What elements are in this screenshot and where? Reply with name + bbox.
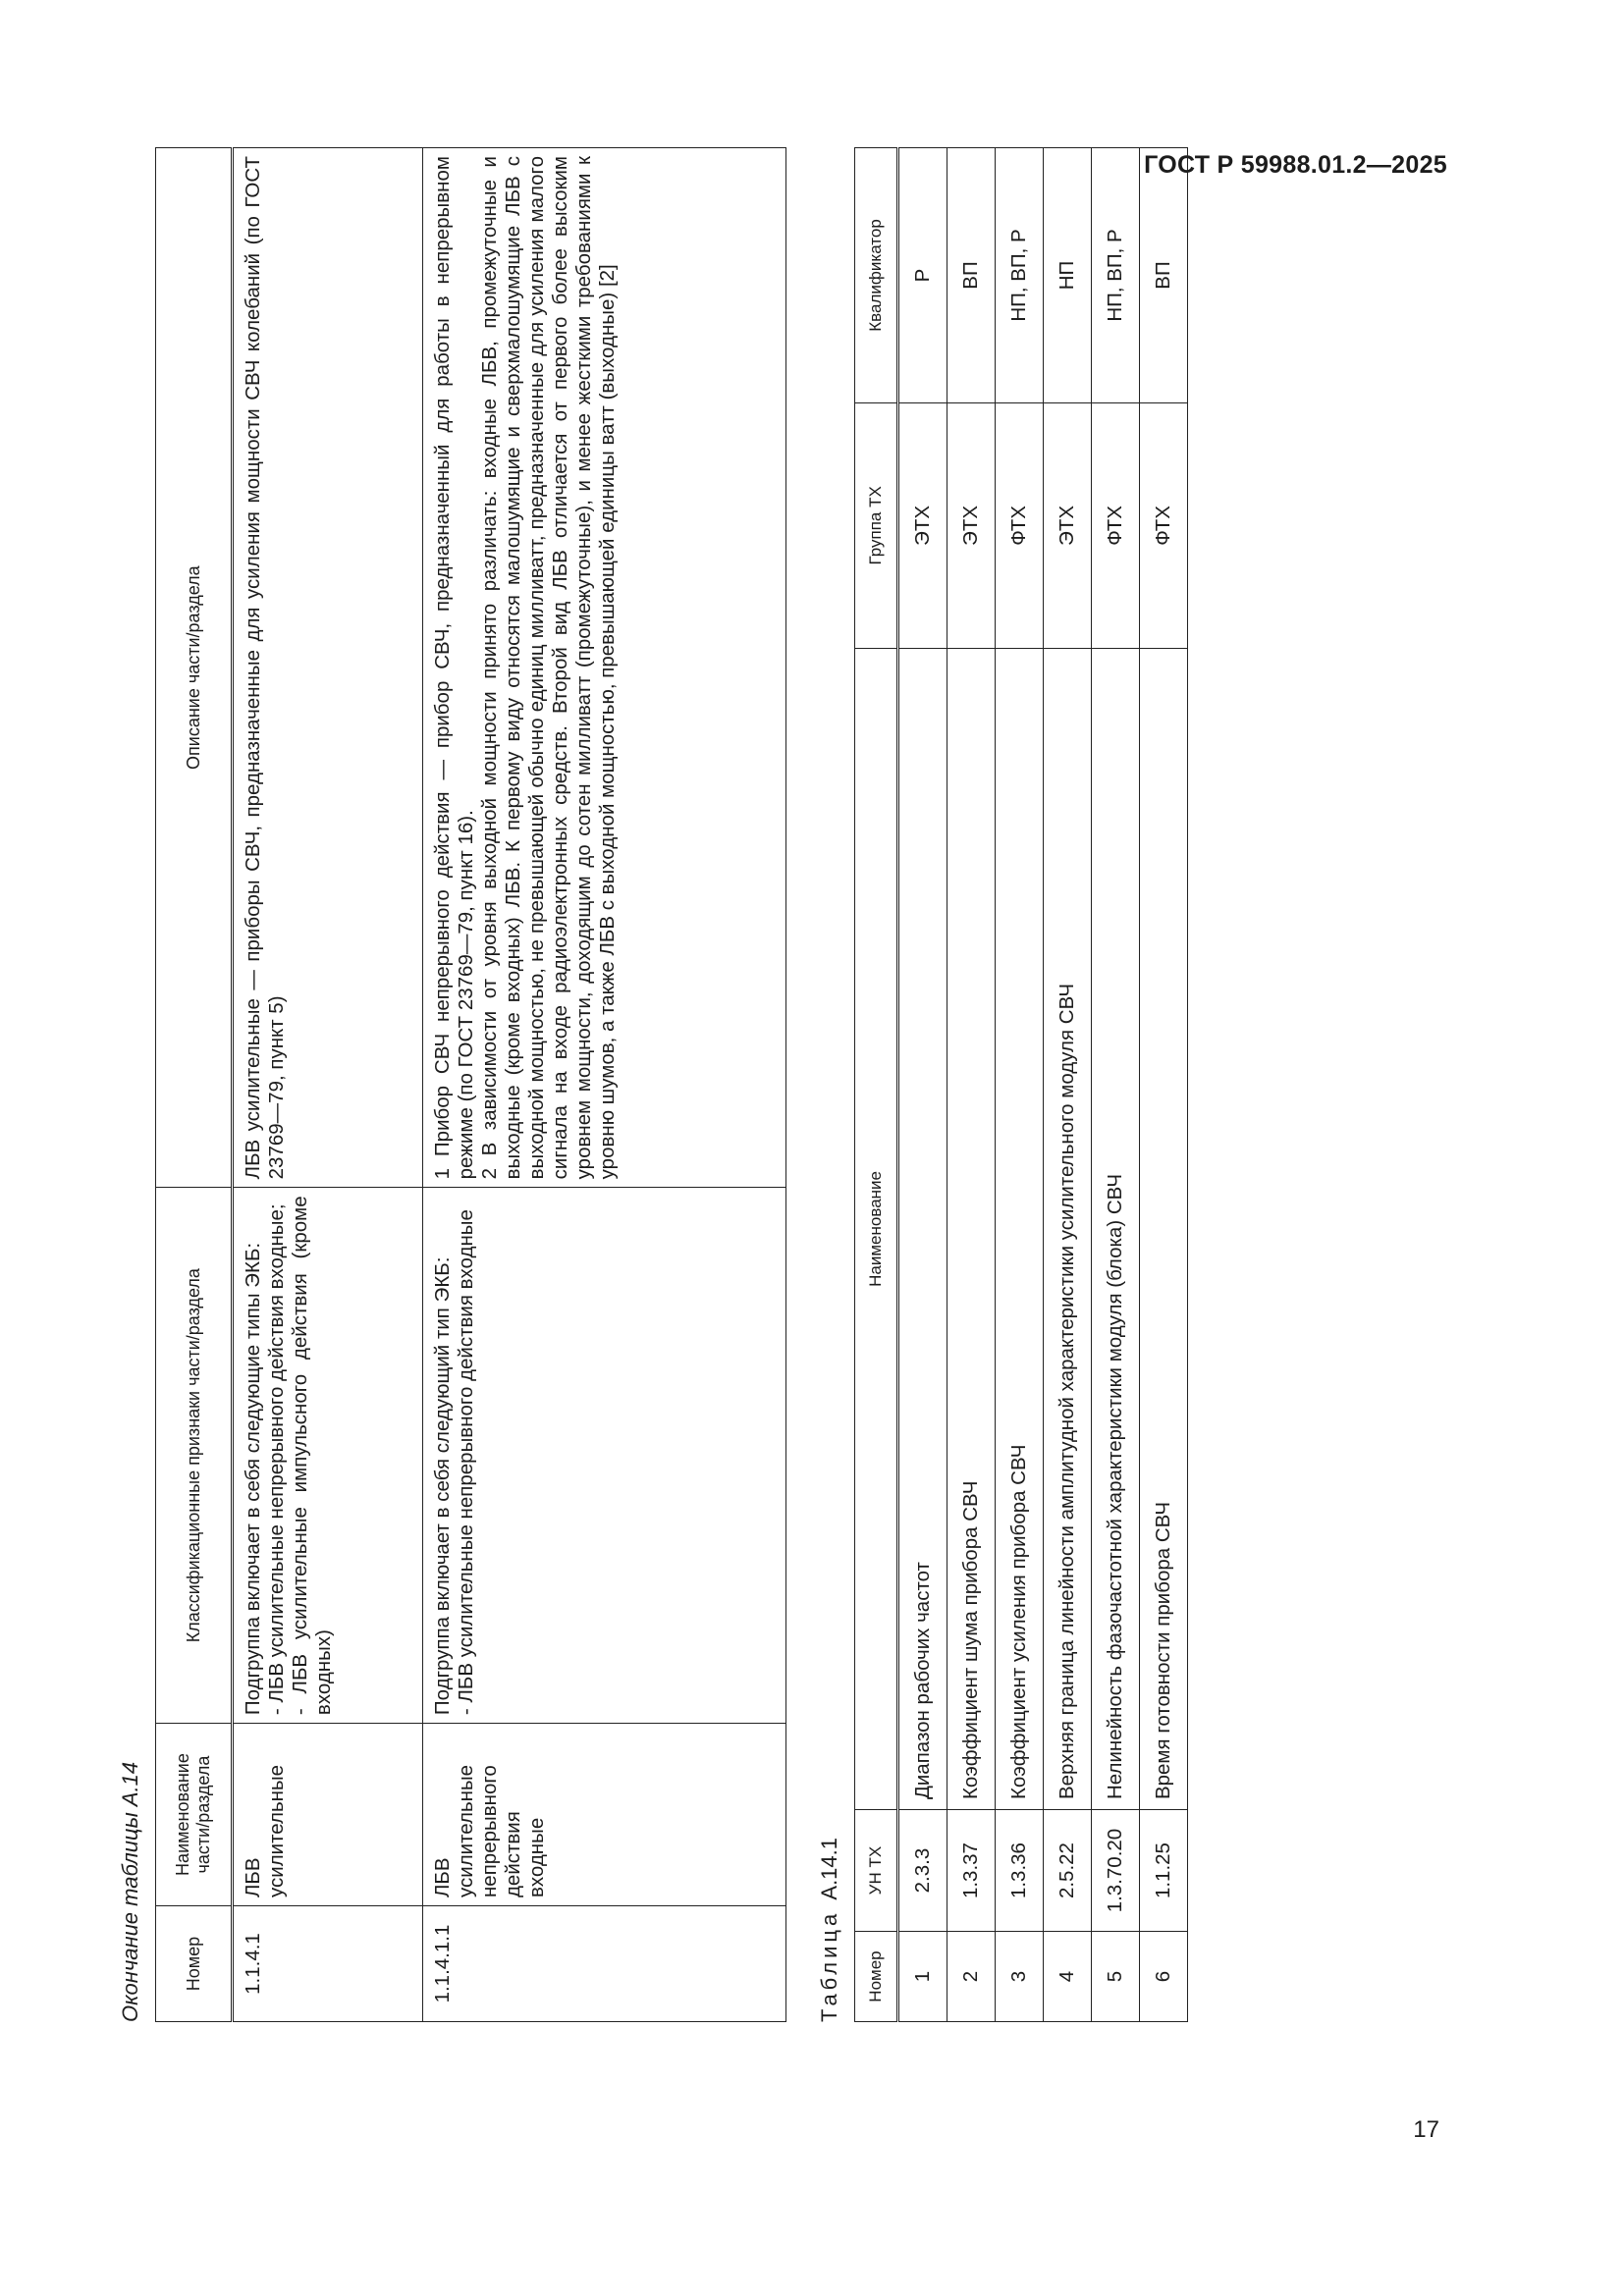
cell-number: 4 — [1044, 1932, 1092, 2022]
cell-qualifier: ВП — [1140, 148, 1188, 403]
cell-qualifier: НП — [1044, 148, 1092, 403]
cell-number: 1.1.4.1.1 — [423, 1906, 786, 2022]
table-row — [898, 148, 947, 2022]
cell-code: 2.3.3 — [898, 1810, 947, 1932]
cell-code: 1.3.37 — [947, 1810, 996, 1932]
col-header: Наименование части/раздела — [156, 1724, 233, 1906]
table-row — [996, 148, 1044, 2022]
cell-name: Коэффициент усиления прибора СВЧ — [996, 648, 1044, 1809]
cell-number: 1.1.4.1 — [233, 1906, 423, 2022]
table-row — [423, 148, 786, 2022]
table-row — [233, 148, 423, 2022]
cell-name: Время готовности прибора СВЧ — [1140, 648, 1188, 1809]
table-header-row — [156, 148, 233, 2022]
col-header: Номер — [156, 1906, 233, 2022]
cell-qualifier: Р — [898, 148, 947, 403]
col-header: УН ТХ — [855, 1810, 898, 1932]
caption-word: Таблица — [817, 1909, 841, 2022]
table-row — [947, 148, 996, 2022]
table-row — [1092, 148, 1140, 2022]
table-a14-end — [155, 147, 786, 2022]
cell-group: ФТХ — [996, 402, 1044, 648]
col-header: Классификационные признаки части/раздела — [156, 1188, 233, 1724]
cell-description: 1 Прибор СВЧ непрерывного действия — прибор СВЧ, предназначенный для работы в непрерывном режиме (по ГОСТ 23769—79, пункт 16). 2 В зависимости от уровня выходной мощности принято различать: входные ЛБВ, промежуточные и выходные (кроме входных) ЛБВ. К первому виду относятся малошумящие и сверхмалошумящие ЛБВ с выходной мощностью, не превышающей обычно единиц милливатт, предназначенные для усиления малого сигнала на входе радиоэлектронных средств. Второй вид ЛБВ отличается от первого более высоким уровнем мощности, доходящим до сотен милливатт (промежуточные), и менее жесткими требованиями к уровню шумов, а также ЛБВ с выходной мощностью, превышающей единицы ватт (выходные) [2] — [423, 148, 786, 1188]
table-header-row — [855, 148, 898, 2022]
cell-number: 3 — [996, 1932, 1044, 2022]
cell-features: Подгруппа включает в себя следующие типы ЭКБ: - ЛБВ усилительные непрерывного действия входные; - ЛБВ усилительные импульсного действия (кроме входных) — [233, 1188, 423, 1724]
page-number: 17 — [1413, 2116, 1439, 2143]
document-header: ГОСТ Р 59988.01.2—2025 — [1144, 151, 1447, 179]
cell-group: ФТХ — [1092, 402, 1140, 648]
cell-name: Диапазон рабочих частот — [898, 648, 947, 1809]
cell-number: 2 — [947, 1932, 996, 2022]
rotated-content — [118, 137, 1365, 2022]
cell-name: Нелинейность фазочастотной характеристики модуля (блока) СВЧ — [1092, 648, 1140, 1809]
cell-name: Верхняя граница линейности амплитудной характеристики усилительного модуля СВЧ — [1044, 648, 1092, 1809]
table-a14-1-caption — [817, 1838, 842, 2022]
cell-code: 1.3.36 — [996, 1810, 1044, 1932]
col-header: Описание части/раздела — [156, 148, 233, 1188]
col-header: Наименование — [855, 648, 898, 1809]
table-a14-1 — [854, 147, 1188, 2022]
cell-number: 6 — [1140, 1932, 1188, 2022]
cell-number: 5 — [1092, 1932, 1140, 2022]
cell-features: Подгруппа включает в себя следующий тип ЭКБ: - ЛБВ усилительные непрерывного действия входные — [423, 1188, 786, 1724]
cell-number: 1 — [898, 1932, 947, 2022]
col-header: Номер — [855, 1932, 898, 2022]
cell-qualifier: НП, ВП, Р — [996, 148, 1044, 403]
cell-code: 2.5.22 — [1044, 1810, 1092, 1932]
cell-name: Коэффициент шума прибора СВЧ — [947, 648, 996, 1809]
cell-code: 1.1.25 — [1140, 1810, 1188, 1932]
table-a14-caption: Окончание таблицы А.14 — [118, 1761, 142, 2022]
cell-group: ЭТХ — [1044, 402, 1092, 648]
cell-group: ЭТХ — [898, 402, 947, 648]
cell-qualifier: НП, ВП, Р — [1092, 148, 1140, 403]
col-header: Группа ТХ — [855, 402, 898, 648]
cell-name: ЛБВ усилительные непрерывного действия входные — [423, 1724, 786, 1906]
cell-description: ЛБВ усилительные — приборы СВЧ, предназначенные для усиления мощности СВЧ колебаний (по ГОСТ 23769—79, пункт 5) — [233, 148, 423, 1188]
cell-name: ЛБВ усилительные — [233, 1724, 423, 1906]
col-header: Квалификатор — [855, 148, 898, 403]
cell-group: ЭТХ — [947, 402, 996, 648]
table-row — [1044, 148, 1092, 2022]
cell-qualifier: ВП — [947, 148, 996, 403]
cell-code: 1.3.70.20 — [1092, 1810, 1140, 1932]
caption-number: А.14.1 — [817, 1838, 841, 1900]
table-row — [1140, 148, 1188, 2022]
cell-group: ФТХ — [1140, 402, 1188, 648]
